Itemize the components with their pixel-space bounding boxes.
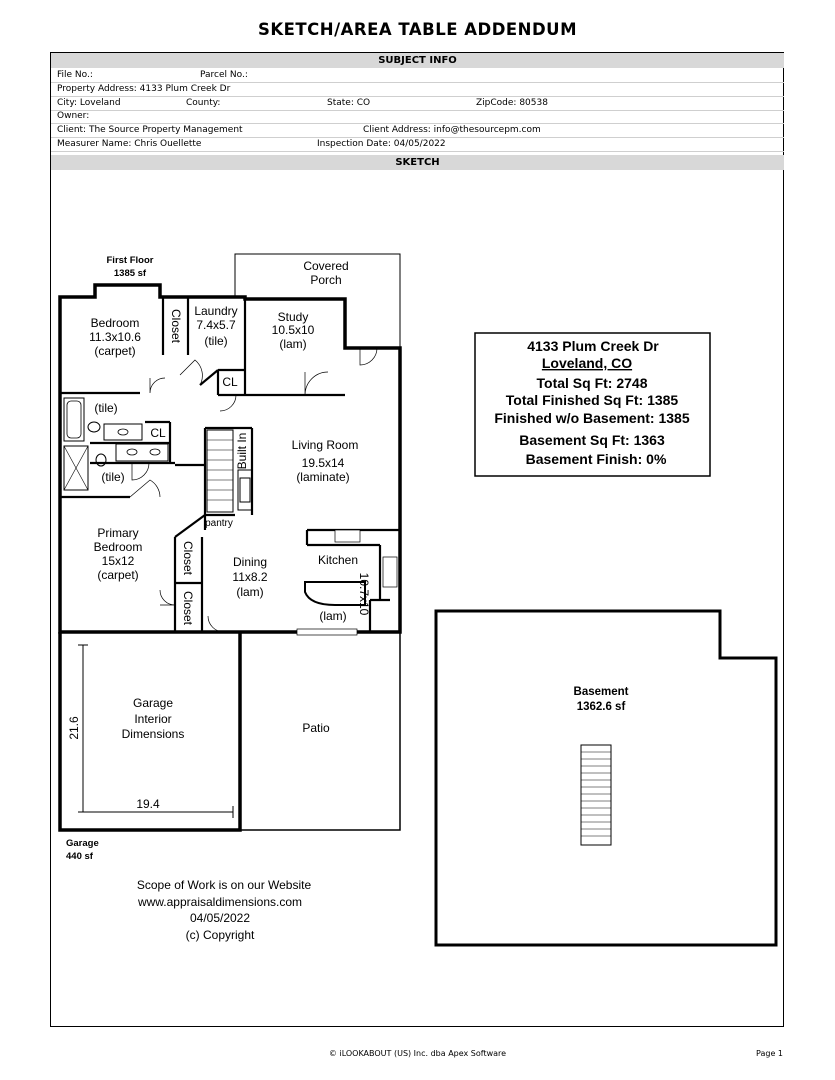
laundry-closet-label: CL (222, 375, 238, 389)
summary-finished-wo-basement: Finished w/o Basement: 1385 (494, 410, 690, 426)
garage-width-dimension: 19.4 (136, 797, 160, 811)
laundry-floor: (tile) (204, 334, 228, 348)
closet-label-2: Closet (181, 540, 195, 576)
property-address: Property Address: 4133 Plum Creek Dr (57, 84, 231, 94)
summary-basement-sqft: Basement Sq Ft: 1363 (519, 432, 665, 448)
bedroom-floor: (carpet) (94, 344, 136, 358)
pantry-label: pantry (205, 518, 233, 529)
kitchen-size: 10.7x10 (357, 572, 371, 616)
sketch-heading: SKETCH (51, 155, 784, 170)
bath-tile-label-2: (tile) (101, 470, 125, 484)
file-no: File No.: (57, 70, 93, 80)
dining-name: Dining (232, 555, 268, 569)
basement-area: 1362.6 sf (576, 701, 626, 713)
study-name: Study (277, 310, 309, 324)
garage-height-dimension: 21.6 (67, 716, 81, 740)
garage-area: 440 sf (66, 851, 93, 862)
kitchen-name: Kitchen (317, 553, 359, 567)
living-room-floor: (laminate) (296, 470, 350, 484)
basement-label: Basement (573, 686, 629, 698)
bath-closet-label: CL (150, 426, 166, 440)
bedroom-name: Bedroom (90, 316, 140, 330)
garage-interior-label-1: Garage (132, 696, 174, 710)
footer-copyright: © iLOOKABOUT (US) Inc. dba Apex Software (328, 1049, 507, 1058)
dining-floor: (lam) (236, 585, 264, 599)
closet-label-1: Closet (169, 308, 183, 344)
summary-address: 4133 Plum Creek Dr (527, 338, 659, 354)
primary-bedroom-floor: (carpet) (97, 568, 139, 582)
summary-basement-finish: Basement Finish: 0% (525, 451, 667, 467)
garage-label: Garage (66, 838, 99, 849)
living-room-size: 19.5x14 (301, 456, 345, 470)
built-in-label: Built In (235, 432, 249, 470)
scope-line-1: Scope of Work is on our Website (136, 878, 312, 892)
inspection-date: Inspection Date: 04/05/2022 (317, 139, 446, 149)
client: Client: The Source Property Management (57, 125, 243, 135)
bath-tile-label-1: (tile) (94, 401, 118, 415)
summary-total-sqft: Total Sq Ft: 2748 (536, 375, 648, 391)
primary-bedroom-size: 15x12 (101, 554, 135, 568)
laundry-name: Laundry (194, 304, 238, 318)
owner: Owner: (57, 111, 90, 121)
county: County: (186, 98, 221, 108)
kitchen-floor: (lam) (319, 609, 347, 623)
closet-label-3: Closet (181, 590, 195, 626)
summary-finished-sqft: Total Finished Sq Ft: 1385 (505, 392, 679, 408)
city: City: Loveland (57, 98, 121, 108)
page-number: Page 1 (756, 1049, 783, 1058)
scope-line-3: 04/05/2022 (189, 911, 251, 925)
living-room-name: Living Room (291, 438, 359, 452)
first-floor-label: First Floor (106, 255, 154, 266)
parcel-no: Parcel No.: (200, 70, 248, 80)
zip-code: ZipCode: 80538 (476, 98, 548, 108)
page-title: SKETCH/AREA TABLE ADDENDUM (257, 20, 577, 39)
study-size: 10.5x10 (271, 323, 315, 337)
covered-porch-label-2: Porch (310, 273, 342, 287)
state: State: CO (327, 98, 371, 108)
first-floor-area: 1385 sf (113, 268, 147, 279)
garage-interior-label-3: Dimensions (121, 727, 185, 741)
patio-label: Patio (302, 721, 330, 735)
study-floor: (lam) (279, 337, 307, 351)
measurer-name: Measurer Name: Chris Ouellette (57, 139, 202, 149)
dining-size: 11x8.2 (232, 570, 268, 584)
bedroom-size: 11.3x10.6 (89, 330, 141, 344)
covered-porch-label-1: Covered (303, 259, 349, 273)
garage-interior-label-2: Interior (134, 712, 172, 726)
laundry-size: 7.4x5.7 (196, 318, 236, 332)
primary-bedroom-name-2: Bedroom (93, 540, 143, 554)
client-address: Client Address: info@thesourcepm.com (363, 125, 541, 135)
basement-outline (436, 611, 776, 945)
scope-line-2: www.appraisaldimensions.com (137, 895, 303, 909)
primary-bedroom-name-1: Primary (97, 526, 139, 540)
scope-line-4: (c) Copyright (185, 928, 255, 942)
summary-city: Loveland, CO (541, 355, 633, 371)
subject-info-heading: SUBJECT INFO (51, 53, 784, 68)
